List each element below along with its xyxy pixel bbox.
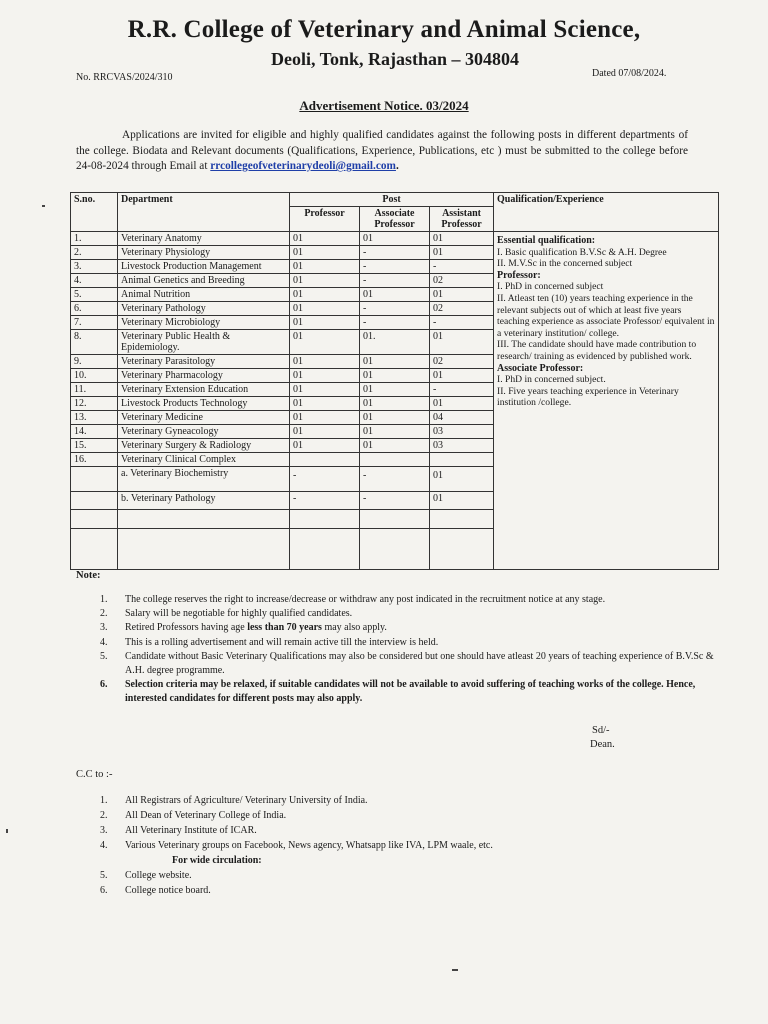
cell-assistant: 01 [430,232,494,246]
cell-assistant: 02 [430,355,494,369]
cell-professor: - [290,467,360,492]
cell-department: Livestock Production Management [118,260,290,274]
cell-sno: 7. [71,316,118,330]
cell-professor: 01 [290,302,360,316]
cell-department: Veterinary Pharmacology [118,369,290,383]
table-body [71,232,719,570]
cell-associate: - [360,246,430,260]
cc-number: 5. [100,870,108,881]
email-link[interactable]: rrcollegeofveterinarydeoli@gmail.com [210,160,396,172]
cell-associate: 01 [360,425,430,439]
cc-item [76,793,696,808]
note-text: Retired Professors having age [125,622,248,634]
cc-item [76,808,696,823]
cell-professor: 01 [290,232,360,246]
cc-label: C.C to :- [76,769,113,780]
cell-department: Veterinary Medicine [118,411,290,425]
cell-sno: 4. [71,274,118,288]
cell-associate: 01 [360,369,430,383]
associate-item: I. PhD in concerned subject. [497,374,606,386]
cell-professor: 01 [290,355,360,369]
note-label: Note: [76,570,101,581]
cell-department: Veterinary Extension Education [118,383,290,397]
note-bold: less than 70 years [247,622,322,634]
note-number: 1. [100,594,108,605]
cell-assistant: 02 [430,302,494,316]
cc-text: College website. [125,870,192,881]
cell-professor: 01 [290,274,360,288]
cc-item [76,823,696,838]
cell-assistant: 01 [430,397,494,411]
table-row [71,232,719,246]
note-text: may also apply. [321,622,387,634]
cc-text: All Veterinary Institute of ICAR. [125,825,257,836]
cell-sno: 15. [71,439,118,453]
cc-text: All Dean of Veterinary College of India. [125,810,287,821]
cell-professor: 01 [290,411,360,425]
cc-item [76,838,696,853]
scan-speck [452,969,458,971]
cell-associate: - [360,316,430,330]
cc-subheading: For wide circulation: [172,855,262,866]
cell-sno: 16. [71,453,118,467]
cell-department: Veterinary Public Health & Epidemiology. [118,330,290,355]
cc-number: 6. [100,885,108,896]
cc-number: 4. [100,840,108,851]
posts-table [70,192,719,570]
essential-item: I. Basic qualification B.V.Sc & A.H. Degree [497,246,667,258]
header-department: Department [118,193,290,232]
note-text: Salary will be negotiable for highly qualified candidates. [125,608,353,620]
professor-heading: Professor: [497,269,541,281]
intro-paragraph [76,128,688,175]
cell-associate: 01 [360,355,430,369]
header-post: Post [290,193,494,207]
qualification-cell [494,232,719,570]
cell-professor [290,453,360,467]
cell-associate: 01 [360,383,430,397]
cell-professor: 01 [290,246,360,260]
cell-sno: 14. [71,425,118,439]
cell-sno: 12. [71,397,118,411]
signature-designation: Dean. [590,739,615,750]
cell-assistant: - [430,383,494,397]
cell-department: Veterinary Pathology [118,302,290,316]
cell-associate: 01 [360,411,430,425]
cell-sno: 3. [71,260,118,274]
cell-department: Veterinary Microbiology [118,316,290,330]
cell-sno: 11. [71,383,118,397]
cell-assistant: 01 [430,246,494,260]
empty-cell [290,510,360,529]
cell-department: Veterinary Gyneacology [118,425,290,439]
empty-cell [71,529,118,570]
cell-assistant: 03 [430,425,494,439]
cell-assistant: 03 [430,439,494,453]
empty-cell [290,529,360,570]
notes-list [76,593,716,707]
cell-associate: - [360,467,430,492]
cell-sno: 6. [71,302,118,316]
professor-item: I. PhD in concerned subject [497,281,604,293]
intro-text: Applications are invited for eligible and highly qualified candidates against the following posts in different departments of the college. Biodata and Relevant documents (Qualifications, Experience, Publications, etc ) must be submitted to the college before 24-08-2024 through Email at [76,129,688,172]
cell-professor: 01 [290,383,360,397]
cell-professor: 01 [290,330,360,355]
header-qualification: Qualification/Experience [494,193,719,232]
empty-cell [71,510,118,529]
note-number: 2. [100,608,108,620]
cell-assistant: - [430,260,494,274]
cell-associate: 01. [360,330,430,355]
cell-department: Animal Genetics and Breeding [118,274,290,288]
cell-sno: 1. [71,232,118,246]
cc-item [76,883,696,898]
cell-assistant: 02 [430,274,494,288]
associate-item: II. Five years teaching experience in Veterinary institution /college. [497,385,679,409]
note-text: The college reserves the right to increase/decrease or withdraw any post indicated in the recruitment notice at any stage. [125,594,606,605]
cc-number: 3. [100,825,108,836]
empty-cell [118,510,290,529]
cell-department: b. Veterinary Pathology [118,492,290,510]
note-text: This is a rolling advertisement and will remain active till the interview is held. [125,636,439,648]
note-item [76,621,716,635]
note-item [76,650,716,678]
cell-sno [71,492,118,510]
cell-associate: - [360,274,430,288]
cell-sno: 9. [71,355,118,369]
empty-cell [430,529,494,570]
header-assistant: Assistant Professor [430,207,494,232]
cc-text: College notice board. [125,885,211,896]
cell-associate: 01 [360,397,430,411]
cell-professor: - [290,492,360,510]
note-number: 3. [100,622,108,634]
reference-number: No. RRCVAS/2024/310 [76,72,173,83]
cell-professor: 01 [290,288,360,302]
note-item [76,593,716,607]
cell-assistant: 04 [430,411,494,425]
note-item [76,636,716,650]
cell-professor: 01 [290,316,360,330]
cell-assistant: 01 [430,467,494,492]
cell-sno: 13. [71,411,118,425]
cc-item [76,868,696,883]
cell-professor: 01 [290,439,360,453]
cell-associate: 01 [360,439,430,453]
empty-cell [118,529,290,570]
cc-text: All Registrars of Agriculture/ Veterinary University of India. [125,795,368,806]
empty-cell [430,510,494,529]
cell-department: a. Veterinary Biochemistry [118,467,290,492]
cell-associate: 01 [360,232,430,246]
professor-item: II. Atleast ten (10) years teaching experience in the relevant subjects out of which at least five years teaching experience as associate Professor/ equivalent in a veterinary institution/ college. [497,292,715,339]
cell-assistant: 01 [430,288,494,302]
note-number: 4. [100,636,108,648]
header-associate: Associate Professor [360,207,430,232]
note-text: Selection criteria may be relaxed, if suitable candidates will not be available to avoid suffering of teaching works of the college. Hence, interested candidates for different posts may also apply. [125,679,696,705]
cc-text: Various Veterinary groups on Facebook, News agency, Whatsapp like IVA, LPM waale, etc. [125,840,493,851]
cell-sno: 10. [71,369,118,383]
header-professor: Professor [290,207,360,232]
cell-department: Veterinary Physiology [118,246,290,260]
notice-date: Dated 07/08/2024. [592,68,667,79]
cell-professor: 01 [290,260,360,274]
cell-assistant: 01 [430,492,494,510]
cc-number: 1. [100,795,108,806]
essential-heading: Essential qualification: [497,235,596,246]
cc-list [76,793,696,898]
essential-item: II. M.V.Sc in the concerned subject [497,258,633,270]
cell-sno: 2. [71,246,118,260]
cell-department: Veterinary Anatomy [118,232,290,246]
college-address: Deoli, Tonk, Rajasthan – 304804 [270,49,520,69]
empty-cell [360,529,430,570]
cell-sno: 5. [71,288,118,302]
scan-speck [6,829,8,833]
empty-cell [360,510,430,529]
cell-department: Livestock Products Technology [118,397,290,411]
cell-associate: - [360,492,430,510]
cell-assistant [430,453,494,467]
notice-title: Advertisement Notice. 03/2024 [299,98,469,113]
cell-department: Animal Nutrition [118,288,290,302]
college-name: R.R. College of Veterinary and Animal Science, [127,16,641,43]
intro-end: . [395,160,399,172]
cell-sno: 8. [71,330,118,355]
scan-speck [42,205,45,207]
cc-number: 2. [100,810,108,821]
note-text: Candidate without Basic Veterinary Qualifications may also be considered but one should have atleast 20 years of teaching experience of B.V.Sc & A.H. degree programme. [125,650,714,677]
signature-sd: Sd/- [592,725,610,736]
cell-assistant: 01 [430,330,494,355]
note-number: 6. [100,679,108,691]
note-number: 5. [100,650,108,662]
cell-department: Veterinary Parasitology [118,355,290,369]
cell-department: Veterinary Clinical Complex [118,453,290,467]
cell-professor: 01 [290,397,360,411]
note-item [76,678,716,706]
cell-professor: 01 [290,425,360,439]
header-sno: S.no. [71,193,118,232]
cell-associate: 01 [360,288,430,302]
cell-associate: - [360,260,430,274]
cell-assistant: - [430,316,494,330]
professor-item: III. The candidate should have made contribution to research/ training as evidenced by published work. [497,339,697,362]
cell-department: Veterinary Surgery & Radiology [118,439,290,453]
cell-sno [71,467,118,492]
cell-professor: 01 [290,369,360,383]
note-item [76,607,716,621]
cell-associate [360,453,430,467]
cell-associate: - [360,302,430,316]
associate-heading: Associate Professor: [497,362,584,374]
cell-assistant: 01 [430,369,494,383]
